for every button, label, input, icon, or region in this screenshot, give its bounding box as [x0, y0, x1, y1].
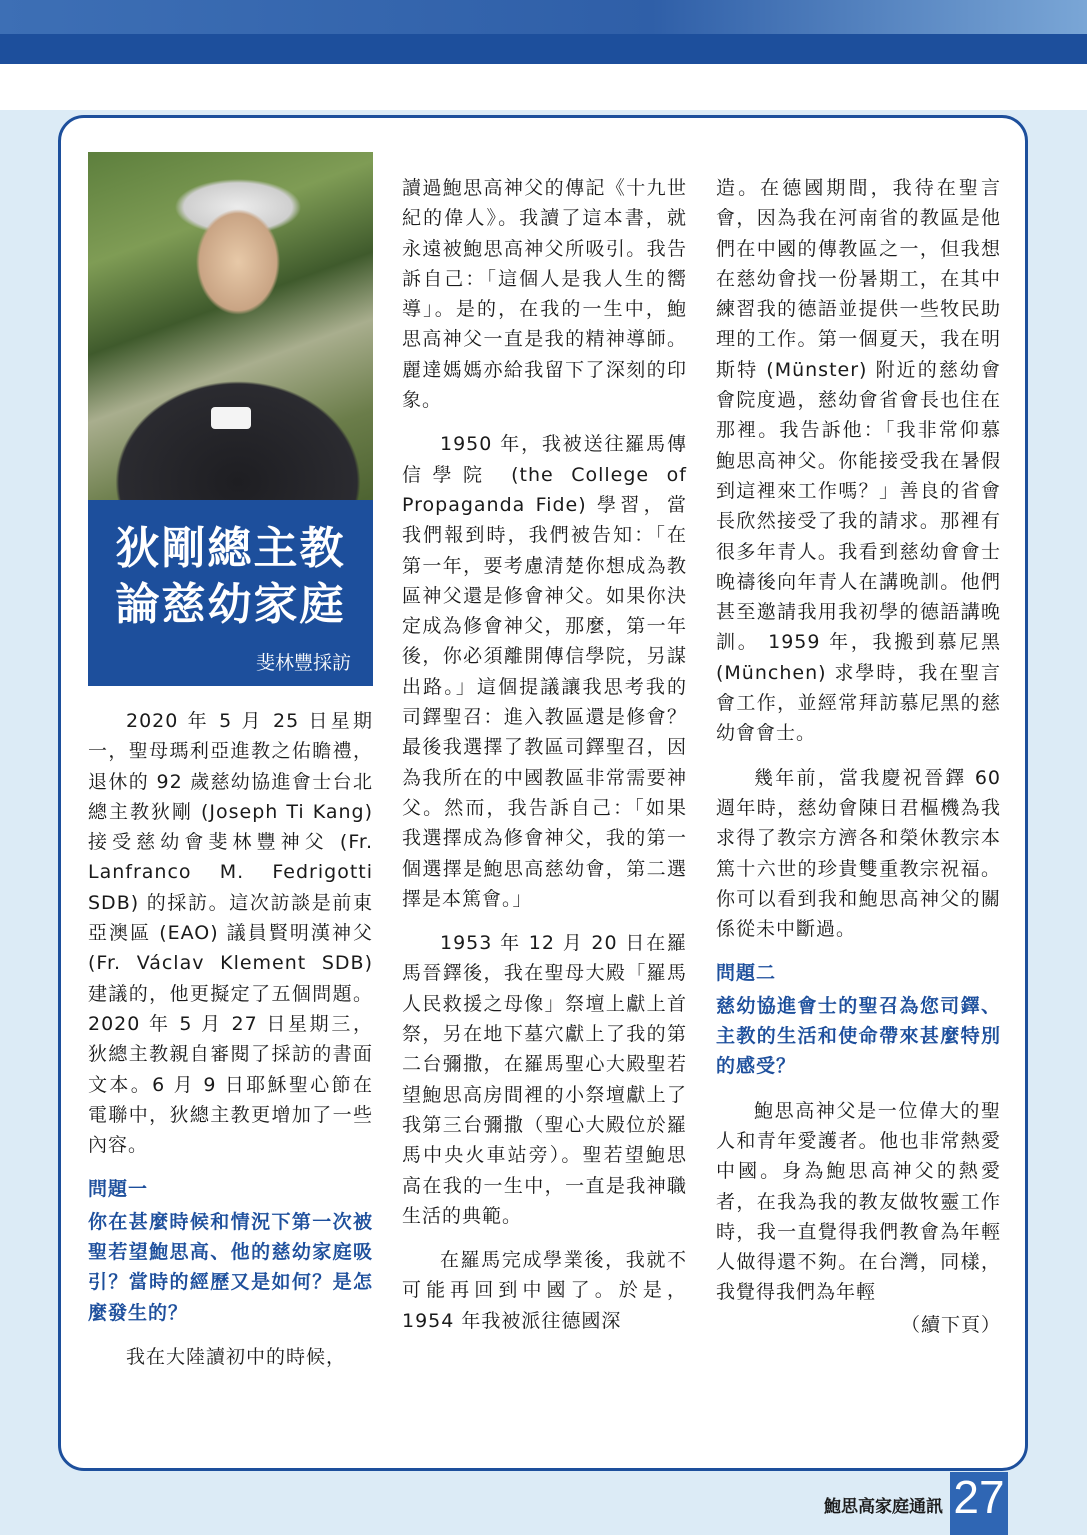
paragraph: 1953 年 12 月 20 日在羅馬晉鐸後，我在聖母大殿「羅馬人民救援之母像」祭壇上獻上首祭，另在地下墓穴獻上了我的第二台彌撒，在羅馬聖心大殿聖若望鮑思高房間裡的小祭壇獻上了我第三台彌撒（聖心大殿位於羅馬中央火車站旁）。聖若望鮑思高在我的一生中，一直是我神職生活的典範。 [402, 932, 687, 1227]
question-2-text: 慈幼協進會士的聖召為您司鐸、主教的生活和使命帶來甚麼特別的感受？ [716, 994, 1001, 1078]
question-2-label: 問題二 [716, 962, 777, 985]
article-title-line1: 狄剛總主教 [115, 523, 346, 574]
article-title-line2: 論慈幼家庭 [115, 579, 346, 630]
question-1-text: 你在甚麼時候和情況下第一次被聖若望鮑思高、他的慈幼家庭吸引？當時的經歷又是如何？是怎麼發生的？ [88, 1210, 373, 1324]
paragraph: 鮑思高神父是一位偉大的聖人和青年愛護者。他也非常熱愛中國。身為鮑思高神父的熱愛者，在我為我的教友做牧靈工作時，我一直覺得我們教會為年輕人做得還不夠。在台灣，同樣，我覺得我們為年輕 [716, 1099, 1001, 1304]
page-number: 27 [953, 1471, 1005, 1523]
paragraph: 1950 年，我被送往羅馬傳信學院 (the College of Propaganda Fide) 學習，當我們報到時，我們被告知：「在第一年，要考慮清楚你想成為教區神父還是修會神父。如果你決定成為修會神父，那麼，第一年後，你必須離開傳信學院，另謀出路。」這個提議讓我思考我的司鐸聖召：進入教區還是修會？最後我選擇了教區司鐸聖召，因為我所在的中國教區非常需要神父。然而，我告訴自己：「如果我選擇成為修會神父，我的第一個選擇是鮑思高慈幼會，第二選擇是本篤會。」 [402, 433, 687, 910]
column-1 [88, 706, 373, 1386]
paragraph: 造。在德國期間，我待在聖言會，因為我在河南省的教區是他們在中國的傳教區之一，但我想在慈幼會找一份暑期工，在其中練習我的德語並提供一些牧民助理的工作。第一個夏天，我在明斯特 (Münster) 附近的慈幼會會院度過，慈幼會省會長也住在那裡。我告訴他：「我非常仰慕鮑思高神父。你能接受我在暑假到這裡來工作嗎？」善良的省會長欣然接受了我的請求。那裡有很多年青人。我看到慈幼會會士晚禱後向年青人在講晚訓。他們甚至邀請我用我初學的德語講晚訓。 1959 年，我搬到慕尼黑 (München) 求學時，我在聖言會工作，並經常拜訪慕尼黑的慈幼會會士。 [716, 177, 1001, 745]
header-band-light [0, 0, 1087, 34]
intro-paragraph: 2020 年 5 月 25 日星期一，聖母瑪利亞進教之佑瞻禮，退休的 92 歲慈幼協進會士台北總主教狄剛 (Joseph Ti Kang) 接受慈幼會斐林豐神父 (Fr. Lanfranco M. Fedrigotti SDB) 的採訪。這次訪談是前東亞澳區 (EAO) 議員賢明漢神父 (Fr. Václav Klement SDB) 建議的，他更擬定了五個問題。2020 年 5 月 27 日星期三，狄總主教親自審閱了採訪的書面文本。6 月 9 日耶穌聖心節在電聯中，狄總主教更增加了一些內容。 [88, 710, 373, 1157]
question-1-label: 問題一 [88, 1178, 149, 1201]
header-band-dark [0, 34, 1087, 64]
title-box [88, 500, 373, 686]
paragraph: 幾年前，當我慶祝晉鐸 60 週年時，慈幼會陳日君樞機為我求得了教宗方濟各和榮休教宗本篤十六世的珍貴雙重教宗祝福。你可以看到我和鮑思高神父的關係從未中斷過。 [716, 766, 1001, 941]
portrait-photo [88, 152, 373, 500]
paragraph: 在羅馬完成學業後，我就不可能再回到中國了。於是，1954 年我被派往德國深 [402, 1249, 687, 1332]
continued-note: （續下頁） [900, 1313, 1001, 1336]
paragraph: 讀過鮑思高神父的傳記《十九世紀的偉人》。我讀了這本書，就永遠被鮑思高神父所吸引。我告訴自己：「這個人是我人生的嚮導」。是的，在我的一生中，鮑思高神父一直是我的精神導師。麗達媽媽亦給我留下了深刻的印象。 [402, 177, 687, 412]
header-band-white [0, 64, 1087, 110]
publication-name: 鮑思高家庭通訊 [824, 1497, 943, 1517]
column-2 [402, 173, 687, 1350]
byline: 斐林豐採訪 [255, 652, 351, 674]
column-3 [716, 173, 1001, 1354]
answer-1-start: 我在大陸讀初中的時候， [126, 1345, 347, 1368]
clerical-collar [211, 407, 251, 429]
